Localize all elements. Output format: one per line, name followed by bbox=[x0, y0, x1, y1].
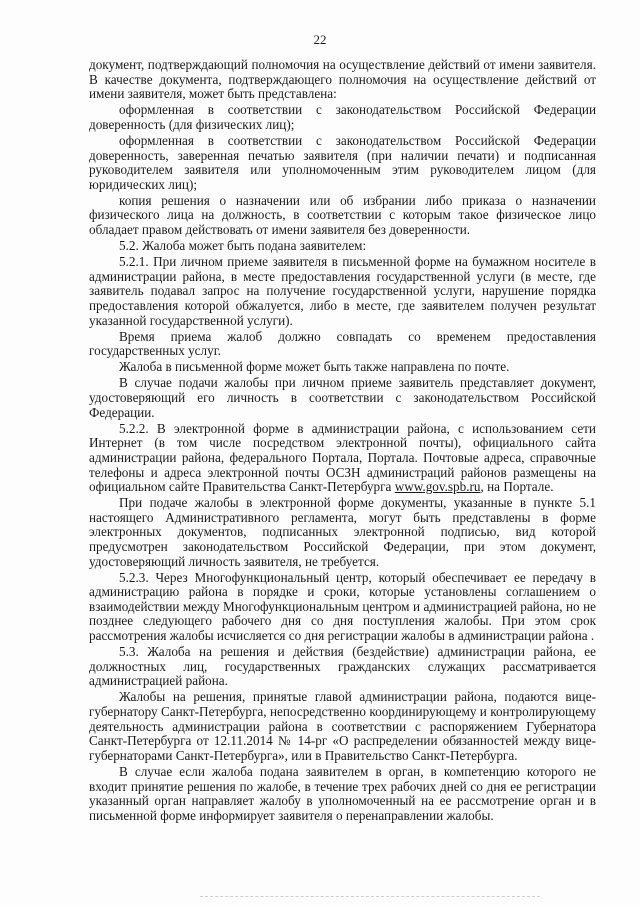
paragraph-legal-entity-proxy: оформленная в соответствии с законодательством Российской Федерации доверенность, заверенная печатью заявителя (при наличии печати) и подписанная руководителем заявителя или уполномоченным этим руководителем лицом (для юридических лиц); bbox=[89, 132, 596, 192]
paragraph-redirect: В случае если жалоба подана заявителем в орган, в компетенцию которого не входит принятие решения по жалобе, в течение трех рабочих дней со дня ее регистрации указанный орган направляет жалобу в уполномоченный на ее рассмотрение орган и в письменной форме информирует заявителя о перенаправлении жалобы. bbox=[89, 763, 596, 823]
paragraph-by-mail: Жалоба в письменной форме может быть также направлена по почте. bbox=[119, 359, 510, 375]
website-link[interactable]: www.gov.spb.ru bbox=[394, 479, 481, 495]
paragraph-5-2: 5.2. Жалоба может быть подана заявителем: bbox=[119, 238, 367, 254]
paragraph-identity-document: В случае подачи жалобы при личном приеме заявитель представляет документ, удостоверяющий его личность в соответствии с законодательством Российской Федерации. bbox=[89, 375, 596, 420]
paragraph-5-2-1: 5.2.1. При личном приеме заявителя в письменной форме на бумажном носителе в администрации района, в месте предоставления государственной услуги (в месте, где заявитель подавал запрос на получение государственной услуги, нарушение порядка предоставления которой обжалуется, либо в месте, где заявителем получен результат указанной государственной услуги). bbox=[89, 254, 596, 328]
website-link-suffix: , на Портале. bbox=[480, 479, 554, 495]
paragraph-5-2-3: 5.2.3. Через Многофункциональный центр, который обеспечивает ее передачу в администрацию района в порядке и сроки, которые установлены соглашением о взаимодействии между Многофункциональным центром и администрацией района, но не позднее следующего рабочего дня со дня поступления жалобы. При этом срок рассмотрения жалобы исчисляется со дня регистрации жалобы в администрации района . bbox=[89, 569, 596, 644]
paragraph-appointment-order: копия решения о назначении или об избрании либо приказа о назначении физического лица на должность, в соответствии с которым такое физическое лицо обладает правом действовать от имени заявителя без доверенности. bbox=[89, 192, 596, 238]
paragraph-power-of-attorney-intro: документ, подтверждающий полномочия на осуществление действий от имени заявителя. В качестве документа, подтверждающего полномочия на осуществление действий от имени заявителя, может быть представлена: bbox=[89, 57, 596, 102]
scan-bottom-artifact bbox=[200, 896, 540, 897]
paragraph-head-decisions: Жалобы на решения, принятые главой администрации района, подаются вице-губернатору Санкт-Петербурга, непосредственно координирующему и контролирующему деятельность администрации района в соответствии с распоряжением Губернатора Санкт-Петербурга от 12.11.2014 № 14-рг «О распределении обязанностей между вице-губернаторами Санкт-Петербурга», или в Правительство Санкт-Петербурга. bbox=[89, 689, 596, 763]
paragraph-individual-proxy: оформленная в соответствии с законодательством Российской Федерации доверенность (для физических лиц); bbox=[89, 102, 596, 132]
paragraph-5-3: 5.3. Жалоба на решения и действия (бездействие) администрации района, ее должностных лиц, государственных гражданских служащих рассматривается администрацией района. bbox=[89, 644, 596, 689]
paragraph-reception-time: Время приема жалоб должно совпадать со временем предоставления государственных услуг. bbox=[89, 328, 596, 359]
paragraph-electronic-documents: При подаче жалобы в электронной форме документы, указанные в пункте 5.1 настоящего Административного регламента, могут быть представлены в форме электронных документов, подписанных электронной подписью, вид которой предусмотрен законодательством Российской Федерации, при этом документ, удостоверяющий личность заявителя, не требуется. bbox=[89, 495, 596, 569]
paragraph-5-2-2-text: 5.2.2. В электронной форме в администрации района, с использованием сети Интернет (в том числе посредством электронной почты), официального сайта администрации района, федерального Портала, Портала. Почтовые адреса, справочные телефоны и адреса электронной почты ОСЗН администраций районов размещены на официальном сайте Правительства Санкт-Петербурга bbox=[89, 420, 596, 495]
paragraph-5-2-2 bbox=[89, 422, 596, 495]
document-body bbox=[89, 58, 596, 825]
page-number: 22 bbox=[313, 32, 327, 47]
